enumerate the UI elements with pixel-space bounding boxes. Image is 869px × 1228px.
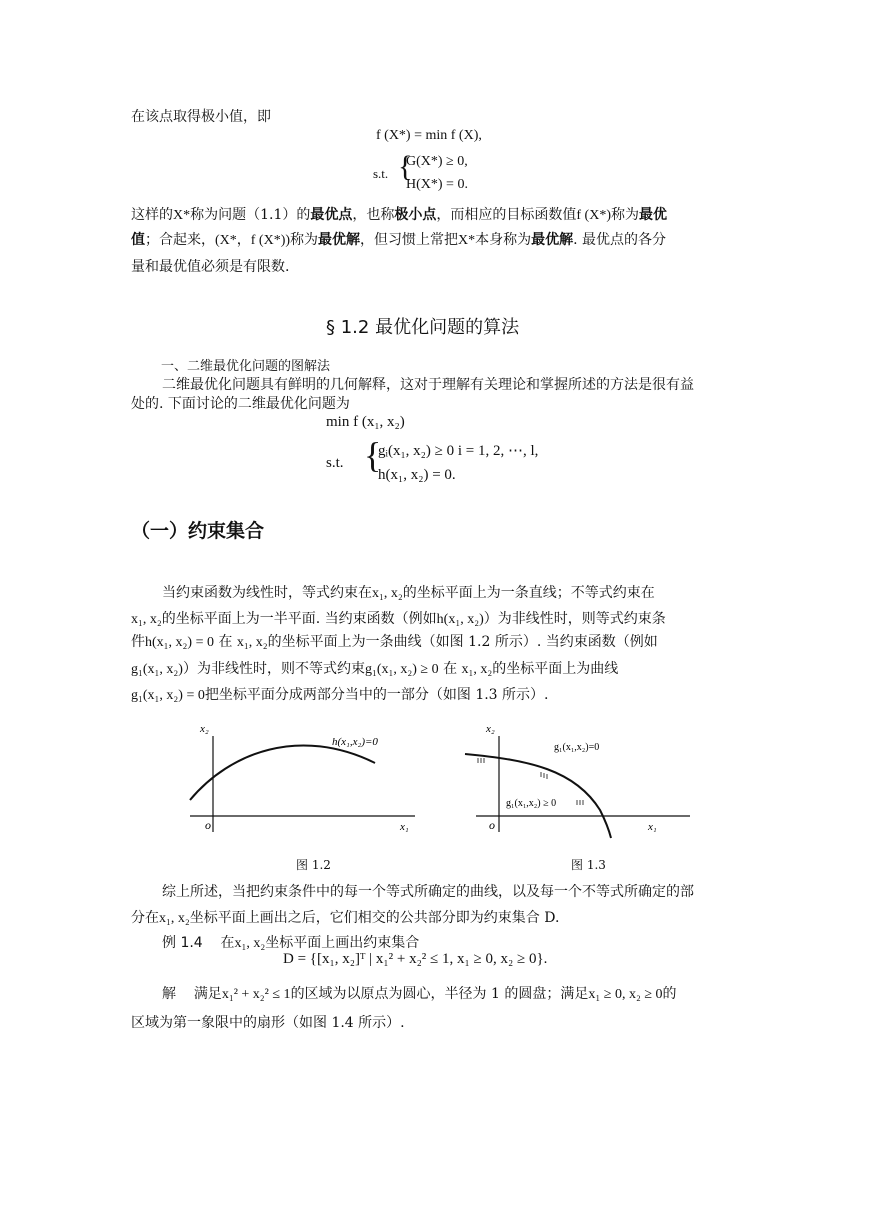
text-line: 值；合起来，(X*，f (X*))称为最优解，但习惯上常把X*本身称为最优解. 最优点的各分: [131, 232, 667, 248]
equation-set: D = {[x₁, x₂]ᵀ | x₁² + x₂² ≤ 1, x₁ ≥ 0, x₂ ≥ 0}.: [283, 951, 548, 967]
x-axis-label: x₁: [648, 821, 657, 833]
text-line: 量和最优值必须是有限数.: [131, 259, 290, 275]
example-label: 例 1.4: [162, 935, 203, 951]
text-line: 二维最优化问题具有鲜明的几何解释，这对于理解有关理论和掌握所述的方法是很有益: [162, 377, 694, 393]
subsection-title: 一、二维最优化问题的图解法: [161, 359, 331, 374]
text-line: 件h(x₁, x₂) = 0 在 x₁, x₂的坐标平面上为一条曲线（如图 1.2 所示）. 当约束函数（例如: [131, 634, 658, 650]
curve-label: g₁(x₁,x₂)=0: [554, 742, 600, 753]
origin-label: o: [489, 818, 495, 832]
text-line: x₁, x₂的坐标平面上为一半平面. 当约束函数（例如h(x₁, x₂)）为非线性时，则等式约束条: [131, 611, 666, 627]
section-title: § 1.2 最优化问题的算法: [326, 317, 520, 338]
equation-st: s.t.: [326, 455, 344, 471]
term-bold: 最优解: [318, 232, 361, 248]
text-line: g₁(x₁, x₂) = 0把坐标平面分成两部分当中的一部分（如图 1.3 所示）.: [131, 687, 549, 703]
figure-caption: 图 1.3: [571, 858, 606, 872]
text-line: 综上所述，当把约束条件中的每一个等式所确定的曲线，以及每一个不等式所确定的部: [162, 884, 694, 900]
brace-icon: {: [398, 150, 413, 183]
math-inline: x₁, x₂: [461, 662, 493, 677]
term-bold: 值: [131, 232, 145, 248]
math-inline: x₁ ≥ 0, x₂ ≥ 0: [588, 987, 663, 1002]
x-axis-label: x₁: [400, 821, 409, 833]
equation-constraint: H(X*) = 0.: [406, 177, 468, 192]
math-inline: g₁(x₁, x₂) = 0: [131, 688, 205, 703]
text-line: 在该点取得极小值，即: [131, 109, 271, 125]
text-line: 区域为第一象限中的扇形（如图 1.4 所示）.: [131, 1015, 405, 1031]
math-inline: h(x₁, x₂) = 0: [145, 635, 214, 650]
math-inline: h(x₁, x₂): [436, 612, 484, 627]
text-line: 处的. 下面讨论的二维最优化问题为: [131, 396, 350, 412]
figure-1-2: [190, 723, 415, 833]
brace-icon: {: [364, 435, 382, 475]
curve-label: h(x₁,x₂)=0: [332, 736, 378, 748]
term-bold: 极小点: [394, 207, 437, 223]
figure-1-3: [465, 723, 690, 838]
constraint-curve: [190, 745, 375, 800]
y-axis-label: x₂: [200, 723, 209, 735]
text-line: 分在x₁, x₂坐标平面上画出之后，它们相交的公共部分即为约束集合 D.: [131, 910, 560, 926]
region-label: g₁(x₁,x₂) ≥ 0: [506, 798, 557, 809]
math-inline: g₁(x₁, x₂) ≥ 0: [364, 662, 439, 677]
term-bold: 最优解: [531, 232, 574, 248]
text-line: 解 满足x₁² + x₂² ≤ 1的区域为以原点为圆心，半径为 1 的圆盘；满足x₁ ≥ 0, x₂ ≥ 0的: [162, 986, 677, 1002]
math-inline: X*: [173, 208, 191, 223]
term-bold: 最优点: [310, 207, 353, 223]
math-inline: X*: [458, 233, 476, 248]
term-bold: 最优: [639, 207, 667, 223]
text-line: 这样的X*称为问题（1.1）的最优点，也称极小点，而相应的目标函数值f (X*)称为最优: [131, 207, 667, 223]
math-inline: x₁, x₂: [372, 586, 403, 601]
origin-label: o: [205, 818, 211, 832]
text-line: g₁(x₁, x₂)）为非线性时，则不等式约束g₁(x₁, x₂) ≥ 0 在 x₁, x₂的坐标平面上为曲线: [131, 661, 619, 677]
y-axis-label: x₂: [486, 723, 495, 735]
equation-objective: f (X*) = min f (X),: [376, 128, 482, 143]
math-inline: x₁, x₂: [236, 635, 268, 650]
equation-constraint: h(x₁, x₂) = 0.: [378, 467, 456, 483]
math-inline: (X*，f (X*)): [215, 233, 291, 248]
math-inline: f (X*): [576, 208, 611, 223]
heading: （一）约束集合: [131, 520, 265, 542]
math-inline: x₁, x₂: [131, 612, 162, 627]
math-inline: x₁² + x₂² ≤ 1: [221, 987, 291, 1002]
equation-constraint: G(X*) ≥ 0,: [406, 154, 468, 169]
math-inline: x₁, x₂: [159, 911, 190, 926]
equation-objective: min f (x₁, x₂): [326, 414, 405, 430]
figure-caption: 图 1.2: [296, 858, 331, 872]
equation-st: s.t.: [373, 166, 389, 181]
solution-label: 解: [162, 986, 176, 1002]
math-inline: x₁, x₂: [234, 936, 266, 951]
text-line: 当约束函数为线性时，等式约束在x₁, x₂的坐标平面上为一条直线；不等式约束在: [162, 585, 655, 601]
constraint-curve: [465, 754, 611, 838]
text-line: 例 1.4 在x₁, x₂坐标平面上画出约束集合: [162, 935, 420, 951]
equation-constraint: gᵢ(x₁, x₂) ≥ 0 i = 1, 2, ⋯, l,: [378, 443, 539, 459]
math-inline: g₁(x₁, x₂): [131, 662, 183, 677]
